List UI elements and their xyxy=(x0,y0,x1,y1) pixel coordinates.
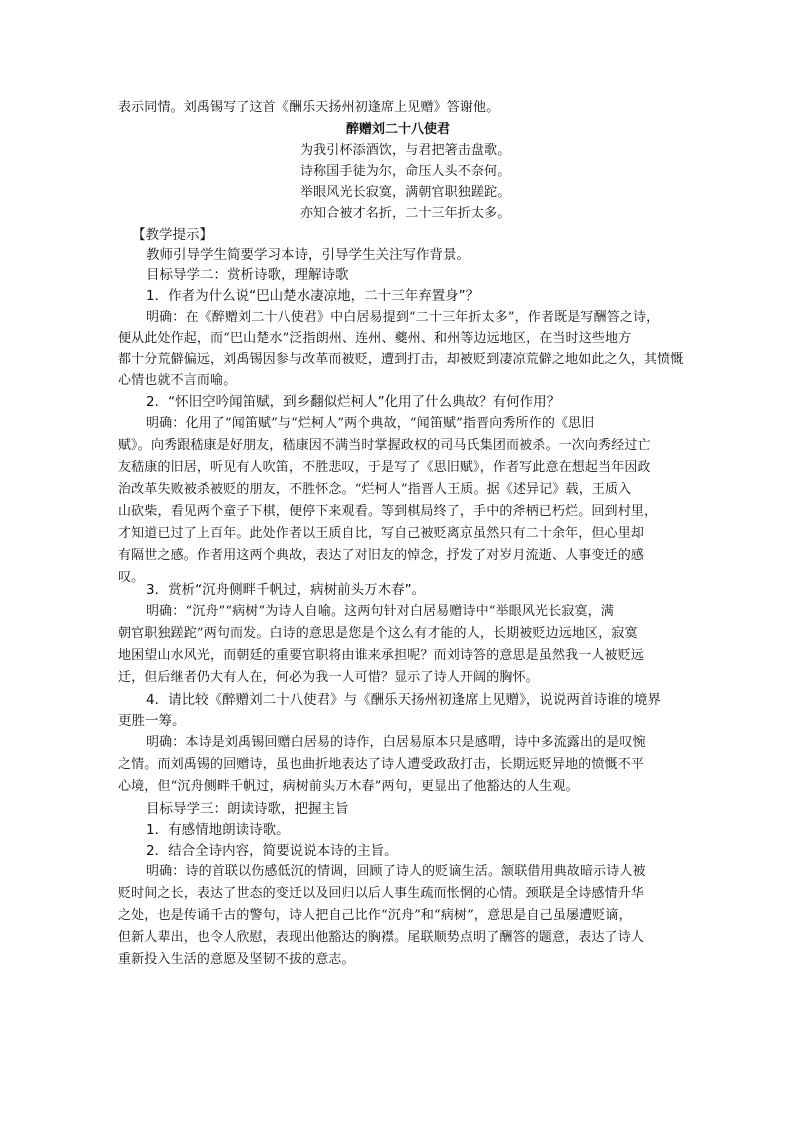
question-line: 2．结合全诗内容，简要说说本诗的主旨。 xyxy=(146,843,398,859)
text-line: 地困望山水风光，而朝廷的重要官职将由谁来承担呢？而刘诗答的意思是虽然我一人被贬远 xyxy=(118,648,645,663)
text-line: 心情也就不言而喻。 xyxy=(118,373,237,388)
text-line: 重新投入生活的意愿及坚韧不拔的意志。 xyxy=(118,952,355,967)
text-line: 明确：诗的首联以伤感低沉的情调，回顾了诗人的贬谪生活。颔联借用典故暗示诗人被 xyxy=(146,864,646,879)
text-line: 明确：“沉舟”“病树”为诗人自喻。这两句针对白居易赠诗中“举眼风光长寂寞，满 xyxy=(146,604,614,619)
text-line: 都十分荒僻偏远，刘禹锡因参与改革而被贬，遭到打击，却被贬到凄凉荒僻之地如此之久，其愤慨 xyxy=(118,352,684,367)
section-heading: 目标导学二：赏析诗歌，理解诗歌 xyxy=(146,267,349,283)
question-line: 3．赏析“沉舟侧畔千帆过，病树前头万木春”。 xyxy=(146,582,426,598)
question-line: 1．作者为什么说“巴山楚水凄凉地，二十三年弃置身”？ xyxy=(146,288,480,304)
poem-line: 亦知合被才名折，二十三年折太多。 xyxy=(300,206,511,221)
text-line: 山砍柴，看见两个童子下棋，便停下来观看。等到棋局终了，手中的斧柄已朽烂。回到村里， xyxy=(118,504,658,519)
section-heading: 【教学提示】 xyxy=(132,227,213,243)
text-line: 赋》。向秀跟嵇康是好朋友，嵇康因不满当时掌握政权的司马氏集团而被杀。一次向秀经过亡 xyxy=(118,438,651,453)
text-line: 朝官职独蹉跎”两句而发。白诗的意思是您是个这么有才能的人，长期被贬边远地区，寂寞 xyxy=(118,626,638,641)
text-line: 迁，但后继者仍大有人在，何必为我一人可惜？显示了诗人开阔的胸怀。 xyxy=(118,670,539,685)
question-line: 1．有感情地朗读诗歌。 xyxy=(146,822,290,838)
section-heading: 目标导学三：朗读诗歌，把握主旨 xyxy=(146,801,349,817)
question-line: 4．请比较《醉赠刘二十八使君》与《酬乐天扬州初逢席上见赠》，说说两首诗谁的境界 xyxy=(146,692,661,708)
text-line: 友嵇康的旧居，听见有人吹笛，不胜悲叹，于是写了《思旧赋》，作者写此意在想起当年因政 xyxy=(118,460,651,475)
text-line: 便从此处作起，而“巴山楚水”泛指朗州、连州、夔州、和州等边远地区，在当时这些地方 xyxy=(118,331,632,346)
poem-line: 举眼风光长寂寞，满朝官职独蹉跎。 xyxy=(300,185,511,200)
text-line: 明确：本诗是刘禹锡回赠白居易的诗作，白居易原本只是感喟，诗中多流露出的是叹惋 xyxy=(146,735,646,750)
text-line: 明确：在《醉赠刘二十八使君》中白居易提到“二十三年折太多”，作者既是写酬答之诗， xyxy=(146,310,660,325)
question-line: 2．“怀旧空吟闻笛赋，到乡翻似烂柯人”化用了什么典故？有何作用？ xyxy=(146,394,561,410)
text-line: 之情。而刘禹锡的回赠诗，虽也曲折地表达了诗人遭受政敌打击，长期远贬异地的愤慨不平 xyxy=(118,757,645,772)
poem-title: 醉赠刘二十八使君 xyxy=(345,122,450,137)
text-line: 治改革失败被杀被贬的朋友，不胜怀念。“烂柯人”指晋人王质。据《述异记》载，王质入 xyxy=(118,482,632,497)
text-line: 明确：化用了“闻笛赋”与“烂柯人”两个典故，“闻笛赋”指晋向秀所作的《思旧 xyxy=(146,416,595,431)
poem-line: 诗称国手徒为尔，命压人头不奈何。 xyxy=(300,164,511,179)
text-line: 才知道已过了上百年。此处作者以王质自比，写自己被贬离京虽然只有二十余年，但心里却 xyxy=(118,526,645,541)
text-line: 贬时间之长，表达了世态的变迁以及回归以后人事生疏而怅惘的心情。颈联是全诗感情升华 xyxy=(118,886,645,901)
text-line: 但新人辈出，也令人欣慰，表现出他豁达的胸襟。尾联顺势点明了酬答的题意，表达了诗人 xyxy=(118,930,645,945)
text-line: 教师引导学生简要学习本诗，引导学生关注写作背景。 xyxy=(146,247,470,263)
text-line: 表示同情。刘禹锡写了这首《酬乐天扬州初逢席上见赠》答谢他。 xyxy=(118,100,500,115)
poem-line: 为我引杯添酒饮，与君把箸击盘歌。 xyxy=(300,143,511,158)
question-line: 更胜一筹。 xyxy=(118,713,186,729)
text-line: 有隔世之感。作者用这两个典故，表达了对旧友的悼念，抒发了对岁月流逝、人事变迁的感 xyxy=(118,548,645,563)
text-line: 叹。 xyxy=(118,570,145,585)
text-line: 之处，也是传诵千古的警句，诗人把自己比作“沉舟”和“病树”，意思是自己虽屡遭贬谪， xyxy=(118,908,632,923)
text-line: 心境，但“沉舟侧畔千帆过，病树前头万木春”两句，更显出了他豁达的人生观。 xyxy=(118,779,579,794)
